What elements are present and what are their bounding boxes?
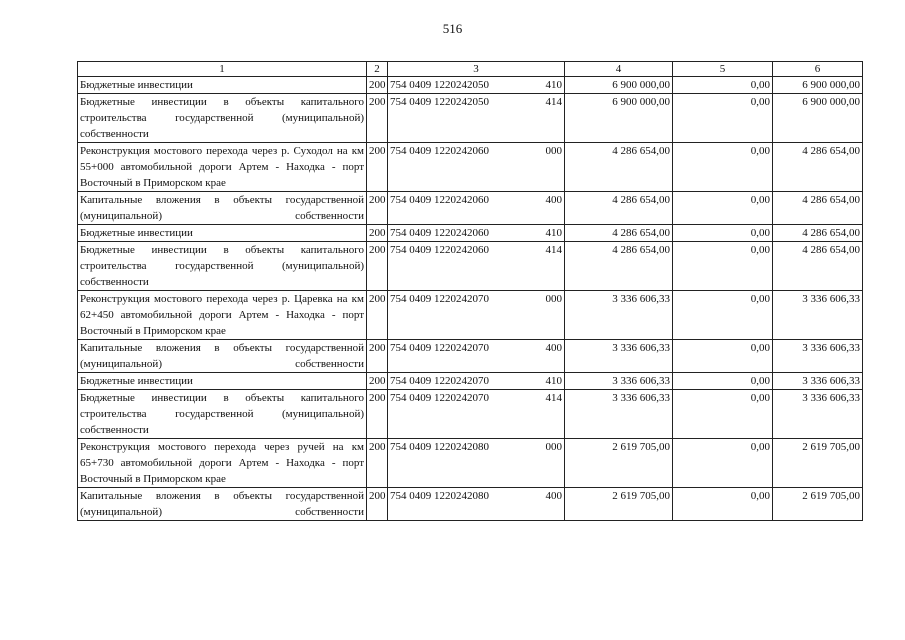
row-target-code: 754 0409 1220242070 [390, 375, 489, 387]
row-code-2-cell: 200 [367, 291, 388, 340]
row-amount-5-cell: 0,00 [673, 77, 773, 94]
row-name-cell: Реконструкция мостового перехода через р. Царевка на км 62+450 автомобильной дороги Артем - Находка - порт Восточный в Приморском крае [78, 291, 367, 340]
column-header: 3 [388, 62, 565, 77]
row-amount-6-cell: 3 336 606,33 [773, 373, 863, 390]
row-code-2-cell: 200 [367, 143, 388, 192]
column-header: 4 [565, 62, 673, 77]
row-amount-5-cell: 0,00 [673, 390, 773, 439]
column-header: 2 [367, 62, 388, 77]
row-code-3-cell [388, 192, 565, 225]
row-name-cell: Бюджетные инвестиции в объекты капитального строительства государственной (муниципальной) собственности [78, 242, 367, 291]
row-name-cell: Реконструкция мостового перехода через р. Суходол на км 55+000 автомобильной дороги Артем - Находка - порт Восточный в Приморском крае [78, 143, 367, 192]
row-target-code: 754 0409 1220242080 [390, 441, 489, 453]
row-target-code: 754 0409 1220242050 [390, 79, 489, 91]
row-amount-6-cell: 3 336 606,33 [773, 340, 863, 373]
row-code-2-cell: 200 [367, 77, 388, 94]
row-code-2-cell: 200 [367, 340, 388, 373]
column-header: 1 [78, 62, 367, 77]
row-target-code: 754 0409 1220242060 [390, 227, 489, 239]
table-row [78, 439, 863, 488]
row-expense-type-code: 410 [545, 79, 562, 91]
row-code-3-cell [388, 143, 565, 192]
row-amount-5-cell: 0,00 [673, 340, 773, 373]
row-amount-5-cell: 0,00 [673, 192, 773, 225]
row-code-3-cell [388, 439, 565, 488]
row-amount-4-cell: 2 619 705,00 [565, 439, 673, 488]
row-name-cell: Капитальные вложения в объекты государственной (муниципальной) собственности [78, 340, 367, 373]
row-code-3-cell [388, 390, 565, 439]
row-code-3-cell [388, 340, 565, 373]
row-amount-6-cell: 2 619 705,00 [773, 488, 863, 521]
row-amount-4-cell: 4 286 654,00 [565, 225, 673, 242]
row-code-3-cell [388, 77, 565, 94]
row-amount-6-cell: 4 286 654,00 [773, 242, 863, 291]
row-code-3-cell [388, 373, 565, 390]
table-row [78, 94, 863, 143]
table-row [78, 143, 863, 192]
row-expense-type-code: 000 [545, 441, 562, 453]
row-target-code: 754 0409 1220242080 [390, 490, 489, 502]
row-amount-4-cell: 3 336 606,33 [565, 373, 673, 390]
row-amount-5-cell: 0,00 [673, 439, 773, 488]
row-target-code: 754 0409 1220242070 [390, 342, 489, 354]
budget-table [77, 61, 863, 521]
row-expense-type-code: 000 [545, 145, 562, 157]
row-amount-4-cell: 2 619 705,00 [565, 488, 673, 521]
row-code-2-cell: 200 [367, 488, 388, 521]
row-expense-type-code: 414 [545, 392, 562, 404]
row-amount-5-cell: 0,00 [673, 225, 773, 242]
row-code-2-cell: 200 [367, 373, 388, 390]
table-row [78, 291, 863, 340]
row-target-code: 754 0409 1220242060 [390, 145, 489, 157]
row-name-cell: Бюджетные инвестиции в объекты капитального строительства государственной (муниципальной) собственности [78, 94, 367, 143]
row-expense-type-code: 410 [545, 375, 562, 387]
table-row [78, 192, 863, 225]
row-amount-4-cell: 3 336 606,33 [565, 340, 673, 373]
row-expense-type-code: 400 [545, 194, 562, 206]
row-amount-4-cell: 4 286 654,00 [565, 192, 673, 225]
row-code-2-cell: 200 [367, 439, 388, 488]
table-row [78, 373, 863, 390]
table-row [78, 390, 863, 439]
table-body [78, 77, 863, 521]
row-amount-5-cell: 0,00 [673, 94, 773, 143]
table-header-row [78, 62, 863, 77]
row-amount-4-cell: 3 336 606,33 [565, 291, 673, 340]
row-amount-6-cell: 6 900 000,00 [773, 77, 863, 94]
row-expense-type-code: 400 [545, 490, 562, 502]
row-name-cell: Бюджетные инвестиции в объекты капитального строительства государственной (муниципальной) собственности [78, 390, 367, 439]
row-amount-6-cell: 6 900 000,00 [773, 94, 863, 143]
page-number: 516 [442, 21, 463, 36]
row-amount-5-cell: 0,00 [673, 291, 773, 340]
row-target-code: 754 0409 1220242060 [390, 194, 489, 206]
table-row [78, 340, 863, 373]
row-expense-type-code: 000 [545, 293, 562, 305]
row-code-2-cell: 200 [367, 390, 388, 439]
row-code-3-cell [388, 242, 565, 291]
row-amount-6-cell: 3 336 606,33 [773, 390, 863, 439]
row-target-code: 754 0409 1220242050 [390, 96, 489, 108]
row-target-code: 754 0409 1220242070 [390, 392, 489, 404]
row-amount-4-cell: 6 900 000,00 [565, 94, 673, 143]
row-expense-type-code: 410 [545, 227, 562, 239]
row-amount-4-cell: 4 286 654,00 [565, 143, 673, 192]
row-amount-6-cell: 4 286 654,00 [773, 225, 863, 242]
row-name-cell: Бюджетные инвестиции [78, 77, 367, 94]
row-amount-5-cell: 0,00 [673, 373, 773, 390]
table-row [78, 77, 863, 94]
row-name-cell: Капитальные вложения в объекты государственной (муниципальной) собственности [78, 488, 367, 521]
row-name-cell: Реконструкция мостового перехода через ручей на км 65+730 автомобильной дороги Артем - Находка - порт Восточный в Приморском крае [78, 439, 367, 488]
row-amount-4-cell: 3 336 606,33 [565, 390, 673, 439]
row-amount-4-cell: 6 900 000,00 [565, 77, 673, 94]
row-amount-6-cell: 4 286 654,00 [773, 192, 863, 225]
row-amount-6-cell: 3 336 606,33 [773, 291, 863, 340]
row-code-2-cell: 200 [367, 94, 388, 143]
row-name-cell: Бюджетные инвестиции [78, 225, 367, 242]
row-amount-6-cell: 2 619 705,00 [773, 439, 863, 488]
row-amount-5-cell: 0,00 [673, 242, 773, 291]
row-code-2-cell: 200 [367, 192, 388, 225]
column-header: 5 [673, 62, 773, 77]
row-amount-6-cell: 4 286 654,00 [773, 143, 863, 192]
row-code-3-cell [388, 225, 565, 242]
row-expense-type-code: 400 [545, 342, 562, 354]
table-row [78, 488, 863, 521]
row-target-code: 754 0409 1220242070 [390, 293, 489, 305]
row-code-2-cell: 200 [367, 242, 388, 291]
row-code-3-cell [388, 488, 565, 521]
row-expense-type-code: 414 [545, 96, 562, 108]
row-amount-5-cell: 0,00 [673, 488, 773, 521]
table-row [78, 225, 863, 242]
row-expense-type-code: 414 [545, 244, 562, 256]
row-name-cell: Бюджетные инвестиции [78, 373, 367, 390]
row-name-cell: Капитальные вложения в объекты государственной (муниципальной) собственности [78, 192, 367, 225]
row-target-code: 754 0409 1220242060 [390, 244, 489, 256]
row-code-3-cell [388, 94, 565, 143]
row-amount-4-cell: 4 286 654,00 [565, 242, 673, 291]
row-amount-5-cell: 0,00 [673, 143, 773, 192]
row-code-2-cell: 200 [367, 225, 388, 242]
table-row [78, 242, 863, 291]
column-header: 6 [773, 62, 863, 77]
row-code-3-cell [388, 291, 565, 340]
